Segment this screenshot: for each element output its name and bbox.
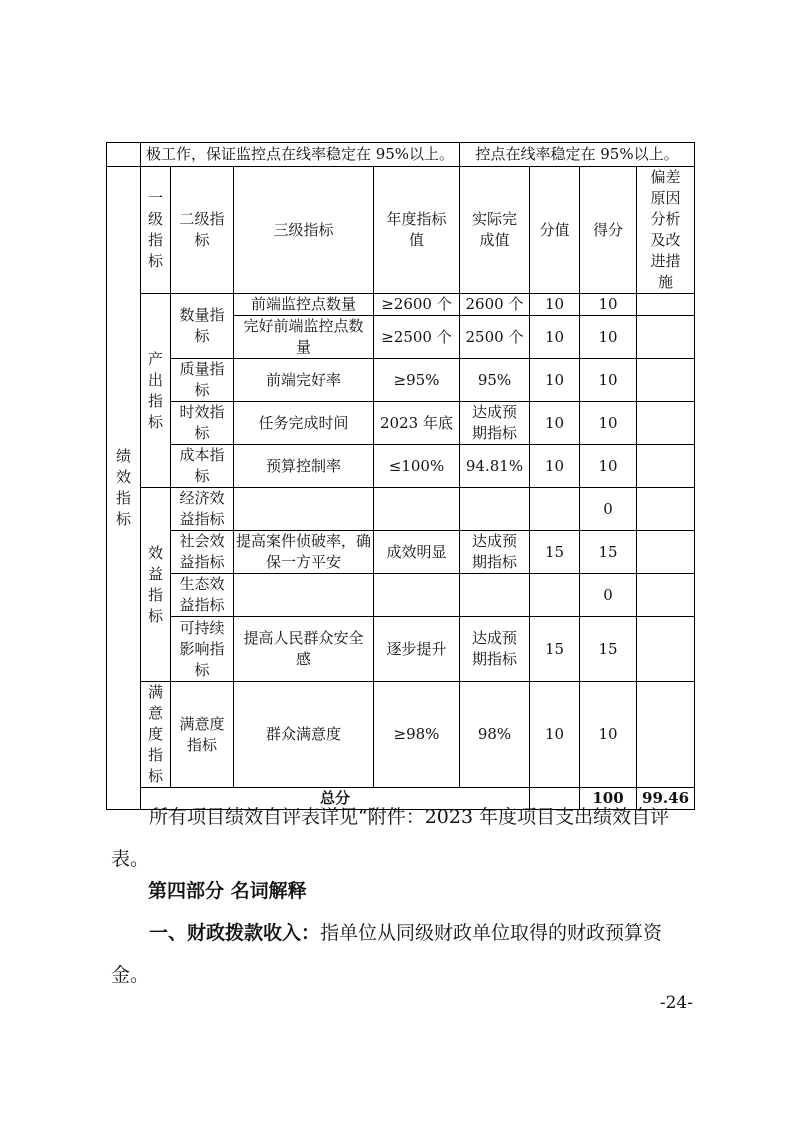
l3-cell <box>234 488 374 531</box>
points-cell: 10 <box>530 316 580 359</box>
l3-cell: 群众满意度 <box>234 682 374 788</box>
actual-cell: 95% <box>460 359 530 402</box>
header-level1: 一 级 指 标 <box>141 167 171 294</box>
section-heading: 第四部分 名词解释 <box>148 880 307 902</box>
score-cell: 0 <box>580 488 637 531</box>
target-cell: 2023 年底 <box>374 402 460 445</box>
actual-cell: 达成预 期指标 <box>460 531 530 574</box>
header-level2: 二级指 标 <box>171 167 234 294</box>
points-cell: 10 <box>530 445 580 488</box>
l3-cell: 提高人民群众安全 感 <box>234 617 374 682</box>
points-cell: 10 <box>530 402 580 445</box>
group-label-satisfaction: 满 意 度 指 标 <box>141 682 171 788</box>
l3-cell: 预算控制率 <box>234 445 374 488</box>
table-cell <box>107 143 141 167</box>
l2-cell: 可持续 影响指 标 <box>171 617 234 682</box>
target-cell: 逐步提升 <box>374 617 460 682</box>
l2-cell: 时效指 标 <box>171 402 234 445</box>
l2-cell: 成本指 标 <box>171 445 234 488</box>
deviation-cell <box>637 294 695 316</box>
table-row <box>107 617 695 682</box>
target-cell: ≥98% <box>374 682 460 788</box>
table-row <box>107 359 695 402</box>
page-number: -24- <box>659 993 693 1013</box>
term-label: 一、财政拨款收入： <box>149 922 321 944</box>
deviation-cell <box>637 488 695 531</box>
group-label-performance: 绩 效 指 标 <box>107 167 141 810</box>
score-cell: 10 <box>580 359 637 402</box>
l3-cell: 提高案件侦破率，确 保一方平安 <box>234 531 374 574</box>
header-points: 分值 <box>530 167 580 294</box>
deviation-cell <box>637 574 695 617</box>
target-cell: ≤100% <box>374 445 460 488</box>
actual-cell <box>460 574 530 617</box>
table-row <box>107 143 695 167</box>
points-cell <box>530 488 580 531</box>
table-cell: 极工作，保证监控点在线率稳定在 95%以上。 <box>141 143 460 167</box>
table-row <box>107 574 695 617</box>
target-cell: ≥2600 个 <box>374 294 460 316</box>
deviation-cell <box>637 682 695 788</box>
total-label: 总分 <box>141 788 530 810</box>
target-cell: 成效明显 <box>374 531 460 574</box>
score-cell: 10 <box>580 682 637 788</box>
table-row <box>107 488 695 531</box>
actual-cell <box>460 488 530 531</box>
points-cell <box>530 574 580 617</box>
l2-cell: 生态效 益指标 <box>171 574 234 617</box>
term-definition <box>111 912 695 996</box>
performance-table <box>106 142 695 810</box>
l2-cell: 满意度 指标 <box>171 682 234 788</box>
points-cell: 15 <box>530 531 580 574</box>
l3-cell: 任务完成时间 <box>234 402 374 445</box>
l2-cell: 经济效 益指标 <box>171 488 234 531</box>
deviation-cell <box>637 359 695 402</box>
score-cell: 15 <box>580 531 637 574</box>
score-cell: 10 <box>580 294 637 316</box>
points-cell: 10 <box>530 294 580 316</box>
total-points: 100 <box>580 788 637 810</box>
term-text: 指单位从同级财政单位取得的财政预算资金。 <box>111 922 663 986</box>
header-deviation: 偏差 原因 分析 及改 进措 施 <box>637 167 695 294</box>
l3-cell: 完好前端监控点数 量 <box>234 316 374 359</box>
target-cell <box>374 488 460 531</box>
table-row <box>107 531 695 574</box>
points-cell: 15 <box>530 617 580 682</box>
deviation-cell <box>637 316 695 359</box>
table-row <box>107 682 695 788</box>
total-score: 99.46 <box>637 788 695 810</box>
score-cell: 10 <box>580 316 637 359</box>
l2-cell: 质量指 标 <box>171 359 234 402</box>
actual-cell: 2500 个 <box>460 316 530 359</box>
l2-cell: 社会效 益指标 <box>171 531 234 574</box>
actual-cell: 2600 个 <box>460 294 530 316</box>
deviation-cell <box>637 445 695 488</box>
l2-cell: 数量指 标 <box>171 294 234 359</box>
target-cell: ≥2500 个 <box>374 316 460 359</box>
score-cell: 15 <box>580 617 637 682</box>
table-row <box>107 402 695 445</box>
table-row <box>107 445 695 488</box>
actual-cell: 98% <box>460 682 530 788</box>
header-target: 年度指标 值 <box>374 167 460 294</box>
score-cell: 10 <box>580 402 637 445</box>
l3-cell: 前端监控点数量 <box>234 294 374 316</box>
target-cell <box>374 574 460 617</box>
table-row <box>107 294 695 316</box>
points-cell: 10 <box>530 359 580 402</box>
body-paragraph: 所有项目绩效自评表详见“附件：2023 年度项目支出绩效自评表。 <box>111 806 670 870</box>
points-cell: 10 <box>530 682 580 788</box>
table-header-row <box>107 167 695 294</box>
actual-cell: 94.81% <box>460 445 530 488</box>
score-cell: 10 <box>580 445 637 488</box>
header-score: 得分 <box>580 167 637 294</box>
l3-cell: 前端完好率 <box>234 359 374 402</box>
group-label-benefit: 效 益 指 标 <box>141 488 171 682</box>
actual-cell: 达成预 期指标 <box>460 402 530 445</box>
deviation-cell <box>637 617 695 682</box>
table-cell: 控点在线率稳定在 95%以上。 <box>460 143 695 167</box>
header-actual: 实际完 成值 <box>460 167 530 294</box>
actual-cell: 达成预 期指标 <box>460 617 530 682</box>
group-label-output: 产 出 指 标 <box>141 294 171 488</box>
deviation-cell <box>637 402 695 445</box>
score-cell: 0 <box>580 574 637 617</box>
target-cell: ≥95% <box>374 359 460 402</box>
deviation-cell <box>637 531 695 574</box>
l3-cell <box>234 574 374 617</box>
header-level3: 三级指标 <box>234 167 374 294</box>
